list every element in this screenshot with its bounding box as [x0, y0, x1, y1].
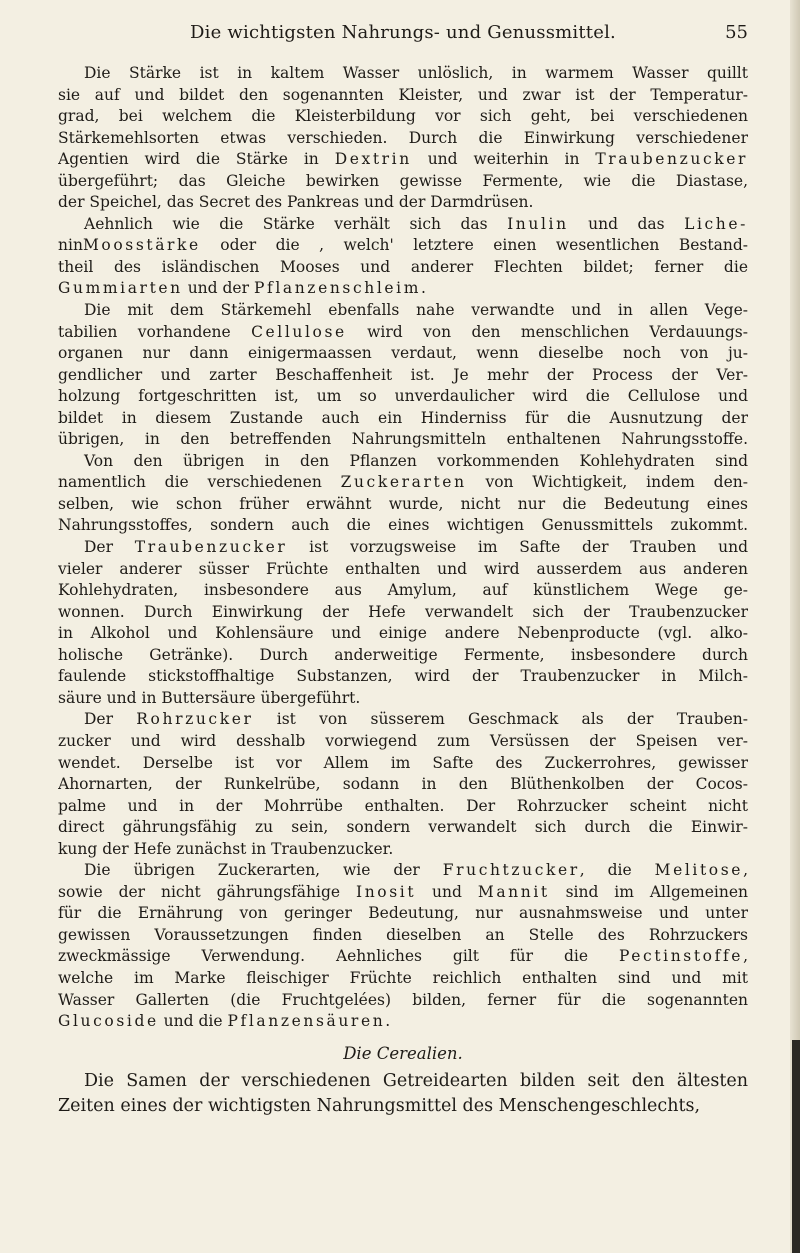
text-run: vieler anderer süsser Früchte enthalten und wird ausserdem aus anderen: [58, 559, 748, 578]
text-run: organen nur dann einigermaassen verdaut, wenn dieselbe noch von ju-: [58, 344, 748, 363]
text-run: faulende stickstoffhaltige Substanzen, wird der Traubenzucker in Milch-: [58, 667, 748, 686]
text-run: und die: [158, 1012, 228, 1031]
text-line: [58, 645, 748, 667]
text-run: theil des isländischen Mooses und anderer Flechten bildet; ferner die: [58, 257, 748, 276]
text-line: [58, 85, 748, 107]
emphasized-term: Cellulose: [251, 322, 347, 341]
text-line: [58, 860, 748, 882]
text-line: [58, 709, 748, 731]
closing-line: Zeiten eines der wichtigsten Nahrungsmittel des Menschengeschlechts,: [58, 1095, 701, 1116]
paragraph-lines: [58, 63, 748, 1033]
text-line: [58, 63, 748, 85]
text-line: [58, 753, 748, 775]
text-line: [58, 731, 748, 753]
text-run: oder die: [200, 236, 320, 255]
emphasized-term: Pectinstoffe: [618, 947, 744, 966]
text-run: nin: [58, 236, 83, 255]
text-run: sowie der nicht gährungsfähige: [58, 882, 356, 901]
text-line: [58, 925, 748, 947]
emphasized-term: Traubenzucker: [595, 150, 748, 169]
text-run: selben, wie schon früher erwähnt wurde, nicht nur die Bedeutung eines: [58, 494, 748, 513]
text-run: zweckmässige Verwendung. Aehnliches gilt für die: [58, 947, 619, 966]
emphasized-term: Pflanzensäuren: [227, 1012, 386, 1031]
text-line: [58, 386, 748, 408]
text-line: [58, 429, 748, 451]
page-number: 55: [725, 22, 748, 43]
text-line: [58, 192, 748, 214]
text-run: , die: [579, 861, 655, 880]
emphasized-term: Moosstärke: [82, 236, 201, 255]
text-run: Der: [84, 710, 137, 729]
text-run: Die mit dem Stärkemehl ebenfalls nahe verwandte und in allen Vege-: [84, 301, 748, 320]
text-line: [58, 666, 748, 688]
text-line: [58, 817, 748, 839]
text-run: und: [416, 882, 478, 901]
text-run: Die übrigen Zuckerarten, wie der: [84, 861, 443, 880]
emphasized-term: Fruchtzucker: [442, 861, 580, 880]
text-line: [58, 968, 748, 990]
text-line: [58, 365, 748, 387]
text-line: [58, 903, 748, 925]
text-run: in Alkohol und Kohlensäure und einige andere Nebenproducte (vgl. alko-: [58, 624, 748, 643]
text-line: [58, 451, 748, 473]
emphasized-term: Inulin: [507, 214, 569, 233]
closing-line: Die Samen der verschiedenen Getreidearten bilden seit den ältesten: [84, 1070, 748, 1091]
text-run: ,: [743, 861, 748, 880]
text-line: [58, 796, 748, 818]
text-run: Wasser Gallerten (die Fruchtgelées) bilden, ferner für die sogenannten: [58, 990, 748, 1009]
text-run: zucker und wird desshalb vorwiegend zum Versüssen der Speisen ver-: [58, 731, 748, 750]
section-heading: Die Cerealien.: [343, 1043, 463, 1063]
text-run: gewissen Voraussetzungen finden dieselben an Stelle des Rohrzuckers: [58, 925, 748, 944]
emphasized-term: Glucoside: [58, 1012, 159, 1031]
text-run: ist von süsserem Geschmack als der Trauben-: [253, 710, 748, 729]
text-run: grad, bei welchem die Kleisterbildung vor sich geht, bei verschiedenen: [58, 107, 748, 126]
text-line: [58, 688, 748, 710]
text-run: tabilien vorhandene: [58, 322, 252, 341]
text-run: palme und in der Mohrrübe enthalten. Der Rohrzucker scheint nicht: [58, 796, 748, 815]
text-line: [58, 623, 748, 645]
text-run: sie auf und bildet den sogenannten Kleister, und zwar ist der Temperatur-: [58, 85, 748, 104]
text-run: sind im Allgemeinen: [549, 882, 748, 901]
text-run: .: [385, 1012, 391, 1031]
text-run: für die Ernährung von geringer Bedeutung, nur ausnahmsweise und unter: [58, 904, 748, 923]
text-run: wendet. Derselbe ist vor Allem im Safte des Zuckerrohres, gewisser: [58, 753, 748, 772]
emphasized-term: Gummiarten: [58, 279, 183, 298]
text-line: [58, 602, 748, 624]
text-line: [58, 774, 748, 796]
text-line: [58, 408, 748, 430]
text-run: kung der Hefe zunächst in Traubenzucker.: [58, 839, 394, 858]
text-line: [58, 171, 748, 193]
text-line: [58, 128, 748, 150]
text-run: und weiterhin in: [411, 150, 596, 169]
text-line: [58, 300, 748, 322]
text-line: [58, 278, 748, 300]
text-run: von Wichtigkeit, indem den-: [466, 473, 748, 492]
text-run: Aehnlich wie die Stärke verhält sich das: [84, 214, 508, 233]
text-line: [58, 515, 748, 537]
text-run: und das: [568, 214, 685, 233]
text-line: [58, 106, 748, 128]
emphasized-term: Melitose: [654, 861, 744, 880]
text-line: [58, 946, 748, 968]
text-run: .: [421, 279, 426, 298]
emphasized-term: Dextrin: [334, 150, 412, 169]
text-run: , welch' letztere einen wesentlichen Bestand-: [319, 236, 748, 255]
emphasized-term: Mannit: [477, 882, 550, 901]
text-run: namentlich die verschiedenen: [58, 473, 341, 492]
text-line: [58, 343, 748, 365]
text-run: wird von den menschlichen Verdauungs-: [346, 322, 748, 341]
text-run: Die Stärke ist in kaltem Wasser unlöslich, in warmem Wasser quillt: [84, 64, 748, 82]
text-run: Kohlehydraten, insbesondere aus Amylum, auf künstlichem Wege ge-: [58, 581, 748, 600]
text-line: [58, 580, 748, 602]
text-run: wonnen. Durch Einwirkung der Hefe verwandelt sich der Traubenzucker: [58, 602, 748, 621]
text-run: direct gährungsfähig zu sein, sondern verwandelt sich durch die Einwir-: [58, 818, 748, 837]
text-line: [58, 882, 748, 904]
text-line: [58, 235, 748, 257]
body-text: [58, 63, 748, 1119]
text-run: ,: [743, 947, 748, 966]
text-line: [58, 494, 748, 516]
text-run: gendlicher und zarter Beschaffenheit ist. Je mehr der Process der Ver-: [58, 365, 748, 384]
text-run: Der: [84, 538, 135, 557]
emphasized-term: Inosit: [355, 882, 417, 901]
text-run: übrigen, in den betreffenden Nahrungsmitteln enthaltenen Nahrungsstoffe.: [58, 430, 748, 449]
text-line: [58, 559, 748, 581]
text-run: Von den übrigen in den Pflanzen vorkommenden Kohlehydraten sind: [84, 451, 748, 470]
page-header: [58, 22, 748, 52]
text-line: [58, 214, 748, 236]
text-run: welche im Marke fleischiger Früchte reichlich enthalten sind und mit: [58, 968, 748, 987]
text-run: Agentien wird die Stärke in: [58, 150, 335, 169]
text-run: ist vorzugsweise im Safte der Trauben und: [287, 538, 748, 557]
text-run: bildet in diesem Zustande auch ein Hinderniss für die Ausnutzung der: [58, 408, 748, 427]
text-run: holzung fortgeschritten ist, um so unverdaulicher wird die Cellulose und: [58, 387, 748, 406]
emphasized-term: Liche-: [684, 214, 748, 233]
emphasized-term: Pflanzenschleim: [253, 279, 422, 298]
text-line: [58, 1011, 748, 1033]
emphasized-term: Traubenzucker: [134, 538, 288, 557]
text-line: [58, 537, 748, 559]
text-line: [58, 839, 748, 861]
text-line: [58, 472, 748, 494]
text-line: [58, 322, 748, 344]
page-edge-shadow: [792, 1040, 800, 1253]
text-run: Stärkemehlsorten etwas verschieden. Durch die Einwirkung verschiedener: [58, 128, 748, 147]
text-run: Nahrungsstoffes, sondern auch die eines wichtigen Genussmittels zukommt.: [58, 516, 748, 535]
text-run: und der: [182, 279, 254, 298]
emphasized-term: Rohrzucker: [136, 710, 254, 729]
running-title: Die wichtigsten Nahrungs- und Genussmittel.: [190, 22, 616, 43]
text-run: säure und in Buttersäure übergeführt.: [58, 688, 361, 707]
text-run: holische Getränke). Durch anderweitige Fermente, insbesondere durch: [58, 645, 748, 664]
text-run: Ahornarten, der Runkelrübe, sodann in den Blüthenkolben der Cocos-: [58, 775, 748, 794]
text-run: der Speichel, das Secret des Pankreas und der Darmdrüsen.: [58, 193, 534, 212]
text-line: [58, 990, 748, 1012]
text-run: übergeführt; das Gleiche bewirken gewisse Fermente, wie die Diastase,: [58, 171, 748, 190]
emphasized-term: Zuckerarten: [340, 473, 467, 492]
text-line: [58, 149, 748, 171]
text-line: [58, 257, 748, 279]
